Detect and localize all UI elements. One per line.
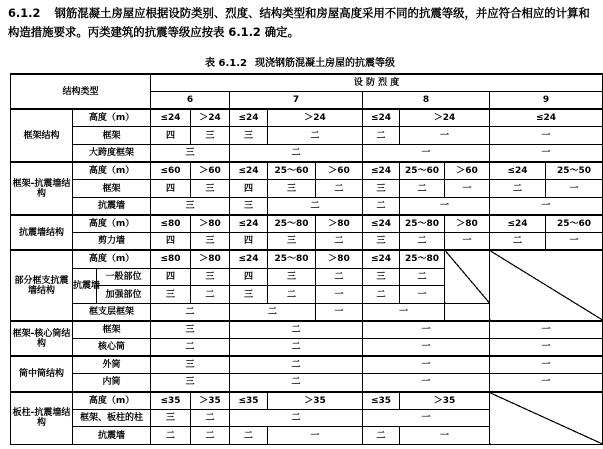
table-cell: 二 — [490, 233, 546, 251]
table-number: 表 6.1.2 — [205, 58, 247, 69]
table-title: 现浇钢筋混凝土房屋的抗震等级 — [254, 58, 395, 69]
frame-wall-structure-label: 框架-抗震墙结构 — [11, 162, 73, 215]
header-struct-type: 结构类型 — [11, 74, 151, 109]
table-cell: 二 — [230, 427, 268, 445]
table-cell: ＞24 — [268, 109, 363, 127]
table-cell: 一 — [400, 127, 490, 145]
table-cell: 二 — [363, 197, 400, 215]
table-cell: 二 — [268, 197, 363, 215]
table-cell: 二 — [230, 409, 363, 427]
table-cell: 二 — [151, 339, 230, 357]
table-cell: 二 — [400, 268, 445, 286]
table-cell: 三 — [151, 374, 230, 392]
table-cell: ≤24 — [363, 109, 400, 127]
table-cell: 一 — [363, 339, 490, 357]
frame-wall-frame-label: 框架 — [73, 180, 151, 198]
table-cell: 25～80 — [400, 250, 445, 268]
table-cell: 四 — [151, 180, 191, 198]
table-cell: 三 — [230, 197, 268, 215]
intro-paragraph — [8, 4, 594, 42]
table-cell: 一 — [490, 374, 603, 392]
table-cell: 二 — [191, 409, 230, 427]
table-cell: 三 — [268, 180, 316, 198]
table-cell: ≤24 — [230, 250, 268, 268]
table-cell: ＞35 — [191, 392, 230, 410]
shear-wall-structure-label: 抗震墙结构 — [11, 215, 73, 250]
tube-inner-label: 内筒 — [73, 374, 151, 392]
table-cell: ＞60 — [191, 162, 230, 180]
table-cell: 二 — [363, 427, 400, 445]
table-cell: 二 — [151, 303, 230, 321]
frame-height-row — [11, 109, 603, 127]
shear-wall-wall-row — [11, 233, 603, 251]
table-cell: 三 — [151, 145, 230, 163]
table-cell: 一 — [363, 356, 490, 374]
table-cell: 25～50 — [546, 162, 603, 180]
table-cell: ≤35 — [151, 392, 191, 410]
table-cell: 一 — [490, 356, 603, 374]
shear-wall-height-label: 高度（m） — [73, 215, 151, 233]
table-cell: ≤35 — [363, 392, 400, 410]
tube-in-tube-structure-label: 筒中筒结构 — [11, 356, 73, 391]
table-cell: 一 — [546, 180, 603, 198]
table-cell: 四 — [230, 180, 268, 198]
seismic-grade-table — [10, 73, 603, 445]
table-cell: 二 — [230, 339, 363, 357]
partial-height-row — [11, 250, 603, 268]
table-cell: ≤60 — [151, 162, 191, 180]
table-cell: ＞80 — [191, 250, 230, 268]
header-degree-6: 6 — [151, 92, 230, 110]
table-cell: ≤24 — [363, 215, 400, 233]
table-cell: 一 — [363, 145, 490, 163]
table-cell: ＞24 — [400, 109, 490, 127]
shear-wall-height-row — [11, 215, 603, 233]
table-cell: 三 — [230, 127, 268, 145]
frame-core-core-row — [11, 339, 603, 357]
table-cell: 一 — [490, 197, 603, 215]
table-cell: 三 — [268, 268, 316, 286]
header-degree-9: 9 — [490, 92, 603, 110]
table-cell: 三 — [191, 268, 230, 286]
not-applicable-cell-9b — [490, 392, 603, 445]
table-cell: 二 — [230, 303, 316, 321]
clause-number: 6.1.2 — [8, 6, 41, 20]
table-cell: 二 — [230, 321, 363, 339]
table-cell: 三 — [191, 233, 230, 251]
table-cell: ＞60 — [445, 162, 490, 180]
header-intensity: 设 防 烈 度 — [151, 74, 603, 92]
table-cell: 三 — [363, 180, 400, 198]
table-cell: 25～60 — [268, 162, 316, 180]
table-cell: 三 — [151, 197, 230, 215]
frame-structure-label: 框架结构 — [11, 109, 73, 162]
table-cell: ≤35 — [230, 392, 268, 410]
table-cell: ≤80 — [151, 215, 191, 233]
table-cell: 一 — [546, 233, 603, 251]
frame-wall-wall-label: 抗震墙 — [73, 197, 151, 215]
table-cell: ＞80 — [445, 215, 490, 233]
table-cell: 二 — [316, 180, 363, 198]
table-cell: 一 — [363, 321, 490, 339]
table-cell: 二 — [316, 233, 363, 251]
table-cell: 三 — [363, 268, 400, 286]
large-span-label: 大跨度框架 — [73, 145, 151, 163]
table-caption — [0, 54, 600, 69]
table-cell: 二 — [490, 180, 546, 198]
partial-wall-label: 抗震墙 — [73, 268, 97, 303]
table-cell: ＞24 — [191, 109, 230, 127]
table-cell: 二 — [268, 286, 316, 304]
table-cell: 二 — [230, 356, 363, 374]
table-cell: ≤24 — [230, 215, 268, 233]
table-cell: 一 — [445, 233, 490, 251]
partial-strengthened-label: 加强部位 — [97, 286, 151, 304]
not-applicable-cell-8 — [445, 250, 490, 303]
table-cell: 四 — [230, 268, 268, 286]
table-cell: 25～60 — [400, 162, 445, 180]
table-cell: 25～80 — [400, 215, 445, 233]
frame-core-structure-label: 框架-核心筒结构 — [11, 321, 73, 356]
frame-wall-frame-row — [11, 180, 603, 198]
table-cell: 三 — [151, 356, 230, 374]
table-cell: 一 — [490, 127, 603, 145]
header-degree-7: 7 — [230, 92, 363, 110]
table-cell: 二 — [363, 127, 400, 145]
table-cell: 四 — [151, 127, 191, 145]
table-cell: 二 — [191, 427, 230, 445]
frame-wall-height-row — [11, 162, 603, 180]
slab-column-wall-label: 抗震墙 — [73, 427, 151, 445]
frame-frame-label: 框架 — [73, 127, 151, 145]
table-cell: 三 — [151, 409, 191, 427]
table-cell: ≤24 — [490, 162, 546, 180]
slab-column-column-label: 框架、板柱的柱 — [73, 409, 151, 427]
shear-wall-wall-label: 剪力墙 — [73, 233, 151, 251]
frame-core-frame-row — [11, 321, 603, 339]
table-cell: 一 — [316, 303, 363, 321]
table-cell: 二 — [151, 427, 191, 445]
partial-transfer-label: 框支层框架 — [73, 303, 151, 321]
frame-height-label: 高度（m） — [73, 109, 151, 127]
table-cell: 25～80 — [268, 250, 316, 268]
table-cell: 一 — [316, 286, 363, 304]
table-cell: 三 — [191, 180, 230, 198]
table-cell: 二 — [191, 286, 230, 304]
table-cell: ≤24 — [230, 109, 268, 127]
table-cell: 一 — [400, 286, 445, 304]
table-cell: 二 — [400, 233, 445, 251]
table-cell: ≤24 — [151, 109, 191, 127]
not-applicable-cell-8b — [445, 303, 490, 321]
partial-height-label: 高度（m） — [73, 250, 151, 268]
table-cell: ＞80 — [316, 215, 363, 233]
table-cell: 三 — [151, 321, 230, 339]
table-cell: 一 — [400, 197, 490, 215]
table-cell: 四 — [151, 233, 191, 251]
table-cell: ≤24 — [230, 162, 268, 180]
table-cell: 二 — [230, 374, 363, 392]
table-cell: 二 — [316, 268, 363, 286]
table-cell: ≤80 — [151, 250, 191, 268]
slab-column-height-label: 高度（m） — [73, 392, 151, 410]
frame-core-frame-label: 框架 — [73, 321, 151, 339]
frame-frame-row — [11, 127, 603, 145]
tube-inner-row — [11, 374, 603, 392]
table-cell: ＞60 — [316, 162, 363, 180]
table-cell: 一 — [490, 145, 603, 163]
slab-column-height-row — [11, 392, 603, 410]
table-cell: 一 — [363, 409, 490, 427]
table-cell: 一 — [363, 303, 445, 321]
tube-outer-label: 外筒 — [73, 356, 151, 374]
table-cell: 三 — [191, 127, 230, 145]
table-cell: 一 — [445, 180, 490, 198]
table-cell: ≤24 — [363, 250, 400, 268]
table-cell: ＞80 — [191, 215, 230, 233]
not-applicable-cell-9 — [490, 250, 603, 321]
table-cell: 25～60 — [546, 215, 603, 233]
table-cell: 一 — [490, 339, 603, 357]
partial-frame-structure-label: 部分框支抗震墙结构 — [11, 250, 73, 321]
table-cell: 三 — [230, 286, 268, 304]
table-cell: 二 — [363, 286, 400, 304]
table-cell: 三 — [268, 233, 316, 251]
partial-general-label: 一般部位 — [97, 268, 151, 286]
table-cell: ＞80 — [316, 250, 363, 268]
tube-outer-row — [11, 356, 603, 374]
table-cell: 一 — [490, 321, 603, 339]
table-cell: ≤24 — [490, 109, 603, 127]
table-cell: 一 — [400, 427, 490, 445]
table-cell: ≤24 — [363, 162, 400, 180]
table-cell: 二 — [268, 127, 363, 145]
table-cell: ≤24 — [490, 215, 546, 233]
header-row-1 — [11, 74, 603, 92]
table-cell: 一 — [268, 427, 363, 445]
table-cell: 一 — [363, 374, 490, 392]
frame-large-span-row — [11, 145, 603, 163]
frame-wall-height-label: 高度（m） — [73, 162, 151, 180]
frame-wall-wall-row — [11, 197, 603, 215]
header-degree-8: 8 — [363, 92, 490, 110]
table-cell: 25～80 — [268, 215, 316, 233]
table-cell: 四 — [151, 268, 191, 286]
table-cell: 二 — [400, 180, 445, 198]
table-cell: 二 — [230, 145, 363, 163]
table-cell: ＞35 — [268, 392, 363, 410]
clause-text: 钢筋混凝土房屋应根据设防类别、烈度、结构类型和房屋高度采用不同的抗震等级，并应符合相应的计算和构造措施要求。丙类建筑的抗震等级应按表 6.1.2 确定。 — [8, 6, 590, 39]
slab-column-structure-label: 板柱-抗震墙结构 — [11, 392, 73, 445]
frame-core-core-label: 核心筒 — [73, 339, 151, 357]
table-cell: 四 — [230, 233, 268, 251]
table-cell: 三 — [151, 286, 191, 304]
table-cell: 三 — [363, 233, 400, 251]
table-cell: ＞35 — [400, 392, 490, 410]
